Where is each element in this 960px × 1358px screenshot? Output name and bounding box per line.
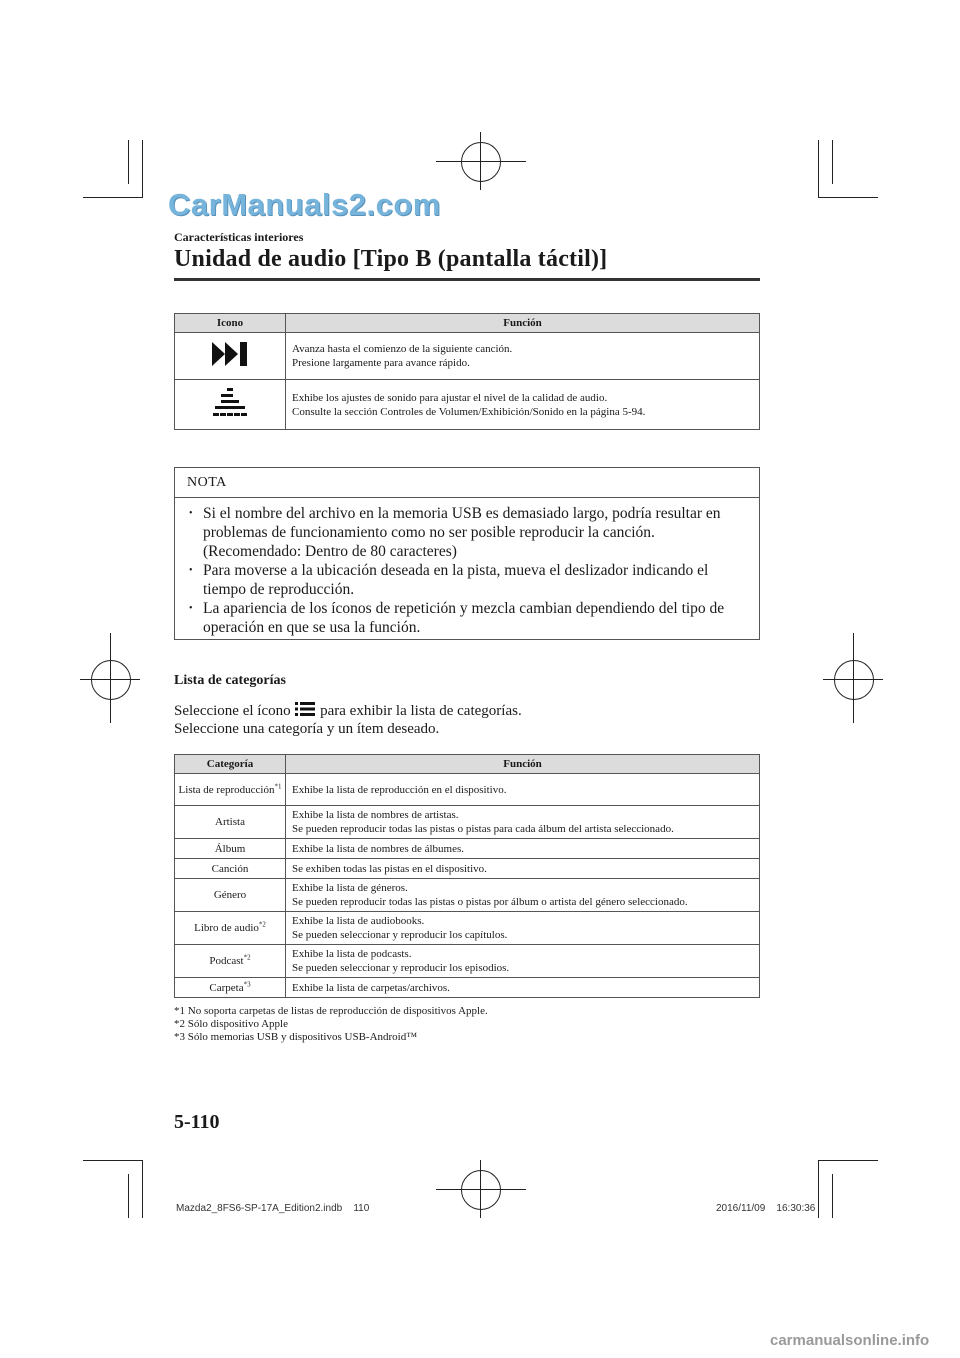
table-header-category: Categoría xyxy=(175,755,286,774)
function-cell: Exhibe los ajustes de sonido para ajustar el nivel de la calidad de audio. Consulte la sección Controles de Volumen/Exhibición/Sonido en la página 5-94. xyxy=(286,380,760,430)
function-cell: Exhibe la lista de géneros. Se pueden reproducir todas las pistas o pistas por álbum o artista del género seleccionado. xyxy=(286,879,760,912)
watermark-logo: CarManuals2.com xyxy=(168,187,441,222)
table-row xyxy=(175,978,760,998)
category-cell: Artista xyxy=(175,806,286,839)
icon-function-table xyxy=(174,313,760,430)
crop-mark xyxy=(142,1160,143,1218)
function-cell: Exhibe la lista de podcasts. Se pueden seleccionar y reproducir los episodios. xyxy=(286,945,760,978)
table-row xyxy=(175,774,760,806)
crop-mark xyxy=(818,140,819,198)
table-row xyxy=(175,806,760,839)
footnotes xyxy=(174,1005,488,1044)
function-cell: Avanza hasta el comienzo de la siguiente canción. Presione largamente para avance rápido. xyxy=(286,333,760,380)
category-cell: Libro de audio$^{*2}$ xyxy=(175,912,286,945)
footer-file-info: Mazda2_8FS6-SP-17A_Edition2.indb 110 xyxy=(176,1203,370,1214)
function-cell: Se exhiben todas las pistas en el dispositivo. xyxy=(286,859,760,879)
note-box xyxy=(174,467,760,640)
table-row xyxy=(175,859,760,879)
crop-mark xyxy=(83,197,143,198)
crop-mark xyxy=(142,140,143,198)
crop-mark xyxy=(832,140,833,184)
crop-mark xyxy=(818,197,878,198)
list-icon xyxy=(294,701,316,717)
crop-mark xyxy=(832,1174,833,1218)
category-table xyxy=(174,754,760,998)
category-cell: Género xyxy=(175,879,286,912)
categories-intro-line2: Seleccione una categoría y un ítem deseado. xyxy=(174,721,440,737)
site-watermark: carmanualsonline.info xyxy=(770,1332,930,1349)
category-cell: Lista de reproducción$^{*1}$ xyxy=(175,774,286,806)
note-item: • Si el nombre del archivo en la memoria USB es demasiado largo, podría resultar en problemas de funcionamiento como no ser posible reproducir la canción. (Recomendado: Dentro de 80 caracteres) xyxy=(203,504,743,561)
page-number: 5-110 xyxy=(174,1111,220,1133)
table-header-function: Función xyxy=(286,314,760,333)
function-cell: Exhibe la lista de reproducción en el dispositivo. xyxy=(286,774,760,806)
function-cell: Exhibe la lista de audiobooks. Se pueden seleccionar y reproducir los capítulos. xyxy=(286,912,760,945)
function-cell: Exhibe la lista de nombres de álbumes. xyxy=(286,839,760,859)
crop-mark xyxy=(83,1160,143,1161)
crop-mark xyxy=(818,1160,819,1218)
category-cell: Podcast$^{*2}$ xyxy=(175,945,286,978)
table-row xyxy=(175,839,760,859)
categories-intro: Seleccione el ícono para exhibir la lista de categorías. xyxy=(174,703,522,719)
note-item: • La apariencia de los íconos de repetición y mezcla cambian dependiendo del tipo de operación en que se usa la función. xyxy=(203,599,743,637)
table-row xyxy=(175,333,760,380)
table-row xyxy=(175,879,760,912)
crop-mark xyxy=(128,1174,129,1218)
function-cell: Exhibe la lista de nombres de artistas. Se pueden reproducir todas las pistas o pistas para cada álbum del artista seleccionado. xyxy=(286,806,760,839)
footnote: *1 No soporta carpetas de listas de reproducción de dispositivos Apple. xyxy=(174,1005,488,1017)
table-row xyxy=(175,912,760,945)
category-cell: Álbum xyxy=(175,839,286,859)
skip-forward-icon xyxy=(210,340,250,368)
category-cell: Carpeta$^{*3}$ xyxy=(175,978,286,998)
equalizer-icon xyxy=(211,387,249,419)
table-header-function: Función xyxy=(286,755,760,774)
function-cell: Exhibe la lista de carpetas/archivos. xyxy=(286,978,760,998)
page-title: Unidad de audio [Tipo B (pantalla táctil)] xyxy=(174,246,608,272)
note-item: • Para moverse a la ubicación deseada en la pista, mueva el deslizador indicando el tiempo de reproducción. xyxy=(203,561,743,599)
icon-cell xyxy=(175,380,286,430)
footnote: *2 Sólo dispositivo Apple xyxy=(174,1018,288,1030)
footnote: *3 Sólo memorias USB y dispositivos USB-Android™ xyxy=(174,1031,418,1043)
category-cell: Canción xyxy=(175,859,286,879)
table-row xyxy=(175,945,760,978)
crop-mark xyxy=(128,140,129,184)
title-rule xyxy=(174,278,760,281)
crop-mark xyxy=(818,1160,878,1161)
categories-heading: Lista de categorías xyxy=(174,673,286,688)
table-row xyxy=(175,380,760,430)
footer-timestamp: 2016/11/09 16:30:36 xyxy=(716,1203,816,1214)
section-label: Características interiores xyxy=(174,230,304,244)
table-header-icon: Icono xyxy=(175,314,286,333)
icon-cell xyxy=(175,333,286,380)
note-list xyxy=(175,504,759,637)
note-title: NOTA xyxy=(175,468,759,498)
